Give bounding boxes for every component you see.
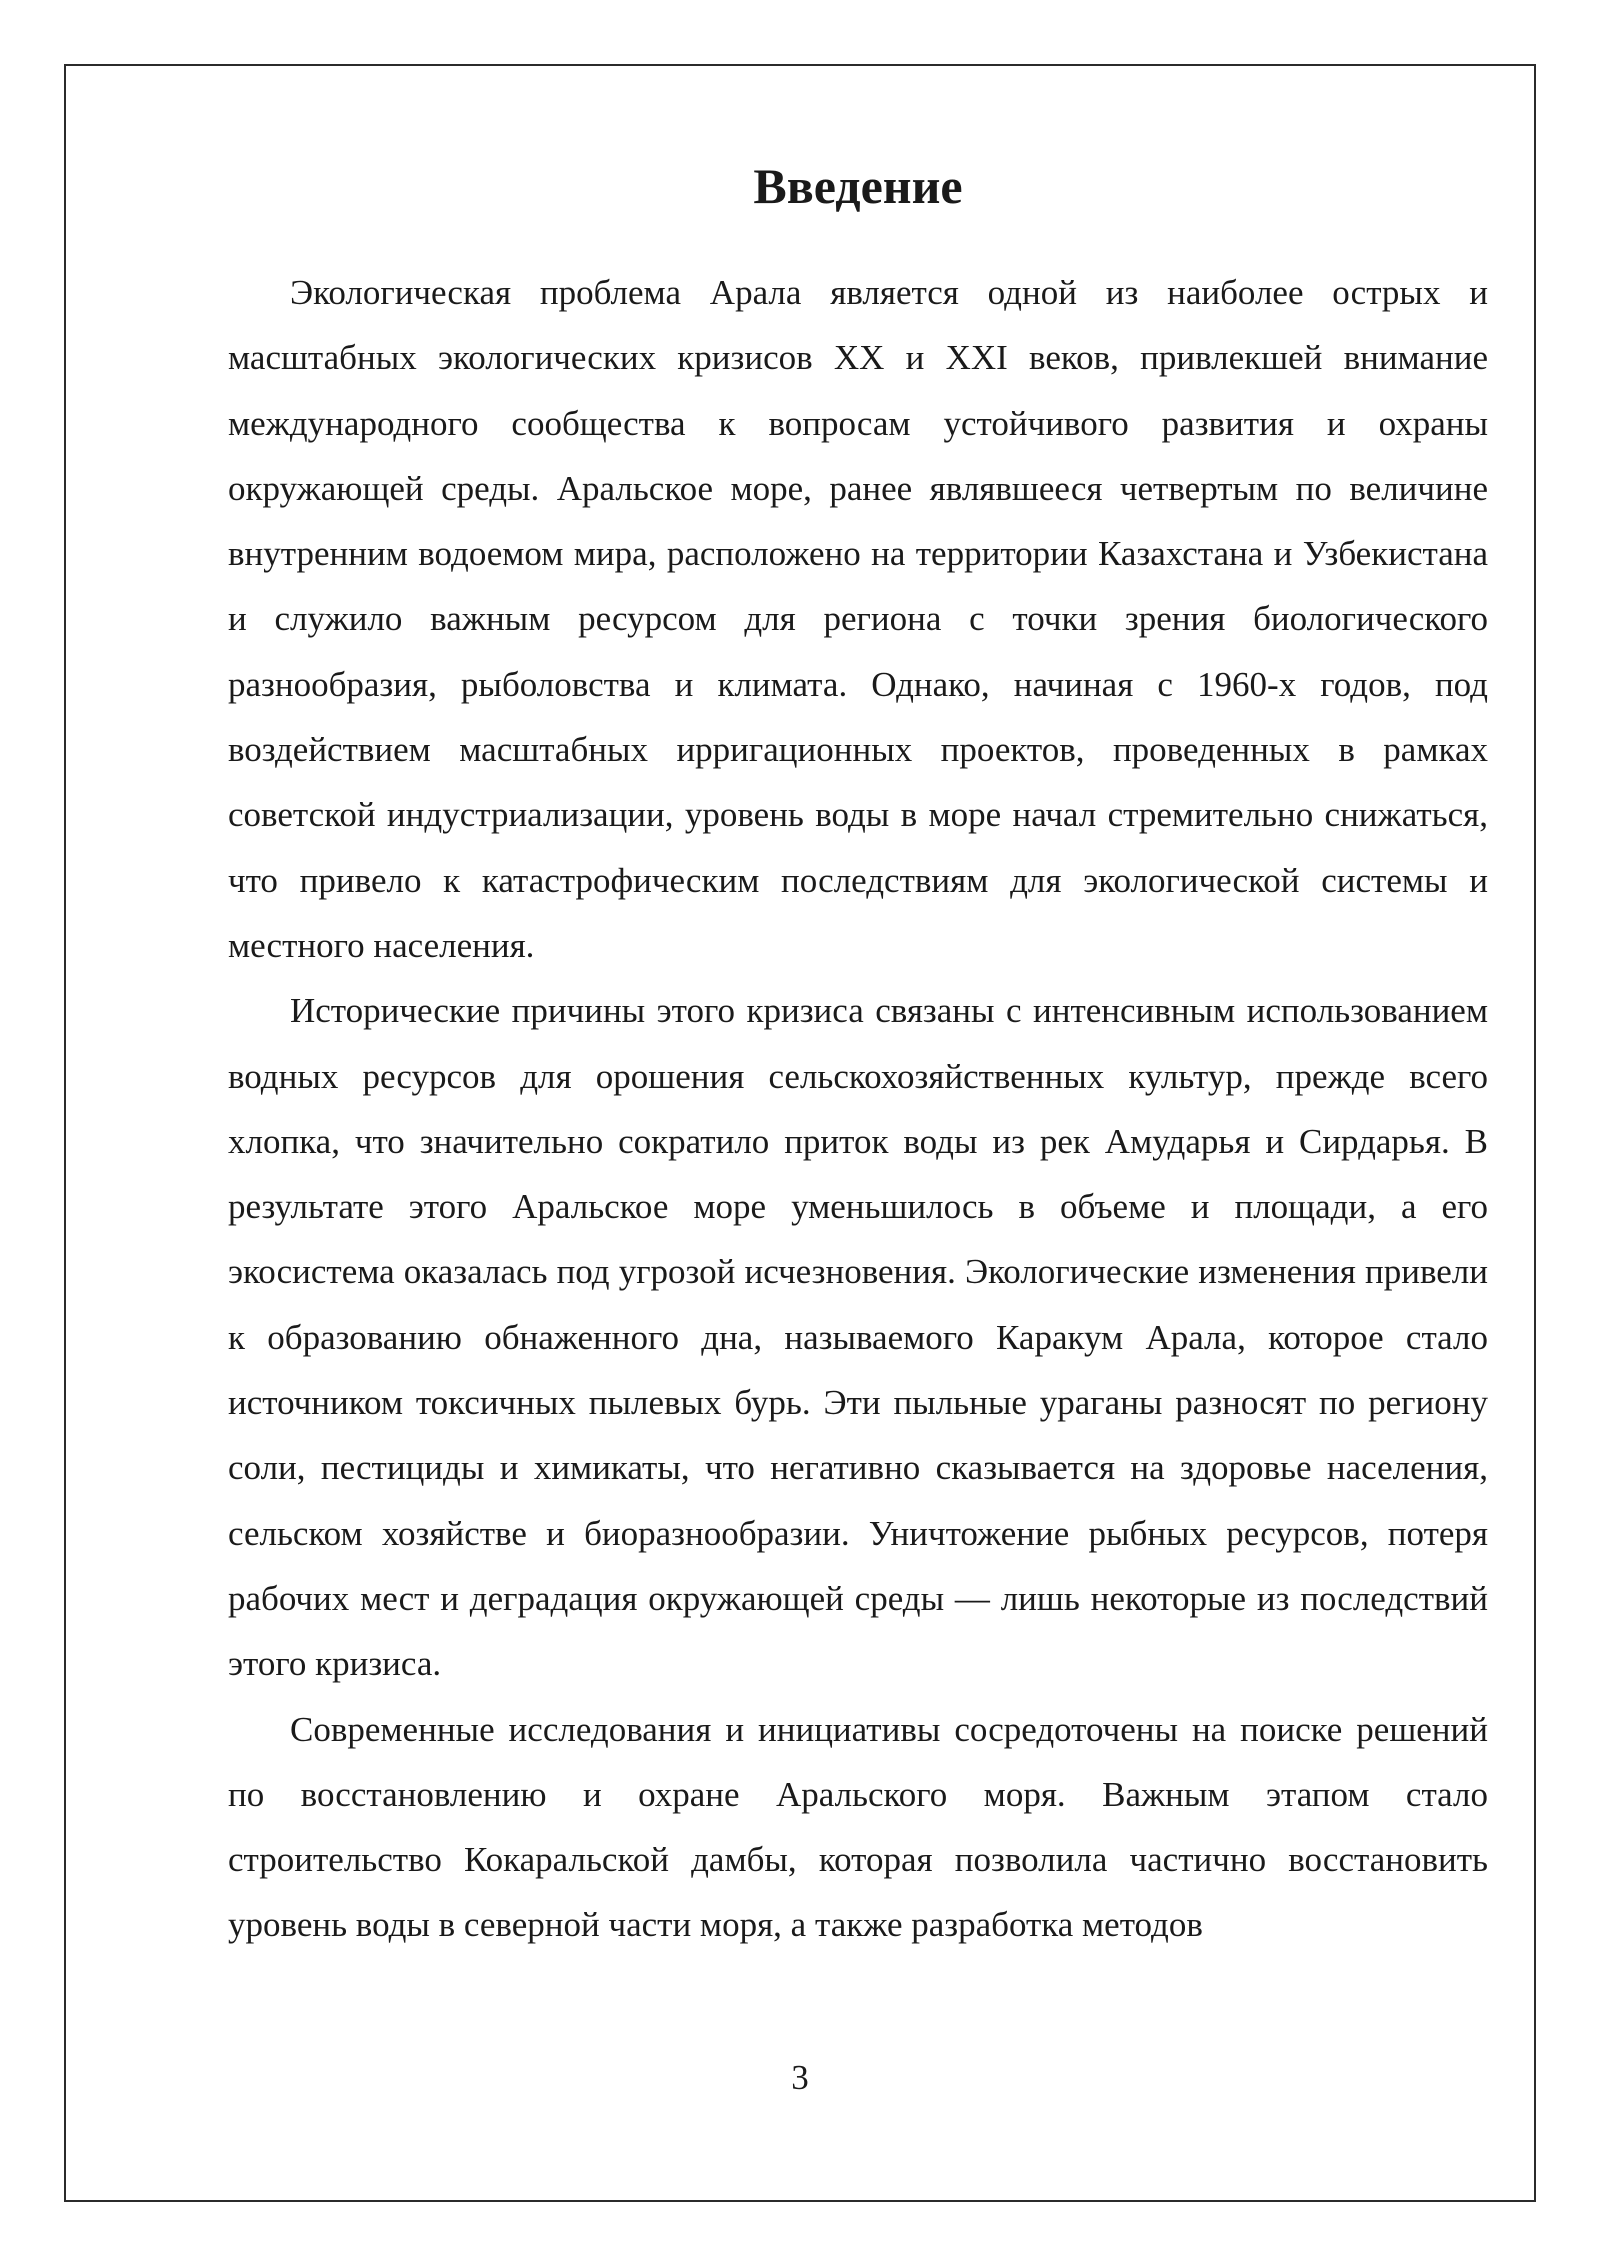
paragraph-2: Исторические причины этого кризиса связаны с интенсивным использованием водных ресурсов для орошения сельскохозяйственных культур, прежде всего хлопка, что значительно сократило приток воды из рек Амударья и Сирдарья. В результате этого Аральское море уменьшилось в объеме и площади, а его экосистема оказалась под угрозой исчезновения. Экологические изменения привели к образованию обнаженного дна, называемого Каракум Арала, которое стало источником токсичных пылевых бурь. Эти пыльные ураганы разносят по региону соли, пестициды и химикаты, что негативно сказывается на здоровье населения, сельском хозяйстве и биоразнообразии. Уничтожение рыбных ресурсов, потеря рабочих мест и деградация окружающей среды — лишь некоторые из последствий этого кризиса. bbox=[228, 991, 1488, 1684]
page-title: Введение bbox=[753, 158, 963, 214]
paragraph-3: Современные исследования и инициативы сосредоточены на поиске решений по восстановлению и охране Аральского моря. Важным этапом стало строительство Кокаральской дамбы, которая позволила частично восстановить уровень воды в северной части моря, а также разработка методов bbox=[228, 1709, 1488, 1945]
page-number: 3 bbox=[791, 2058, 809, 2097]
document-body bbox=[228, 128, 1488, 1958]
paragraph-1: Экологическая проблема Арала является одной из наиболее острых и масштабных экологических кризисов XX и XXI веков, привлекшей внимание международного сообщества к вопросам устойчивого развития и охраны окружающей среды. Аральское море, ранее являвшееся четвертым по величине внутренним водоемом мира, расположено на территории Казахстана и Узбекистана и служило важным ресурсом для региона с точки зрения биологического разнообразия, рыболовства и климата. Однако, начиная с 1960-х годов, под воздействием масштабных ирригационных проектов, проведенных в рамках советской индустриализации, уровень воды в море начал стремительно снижаться, что привело к катастрофическим последствиям для экологической системы и местного населения. bbox=[228, 273, 1488, 965]
